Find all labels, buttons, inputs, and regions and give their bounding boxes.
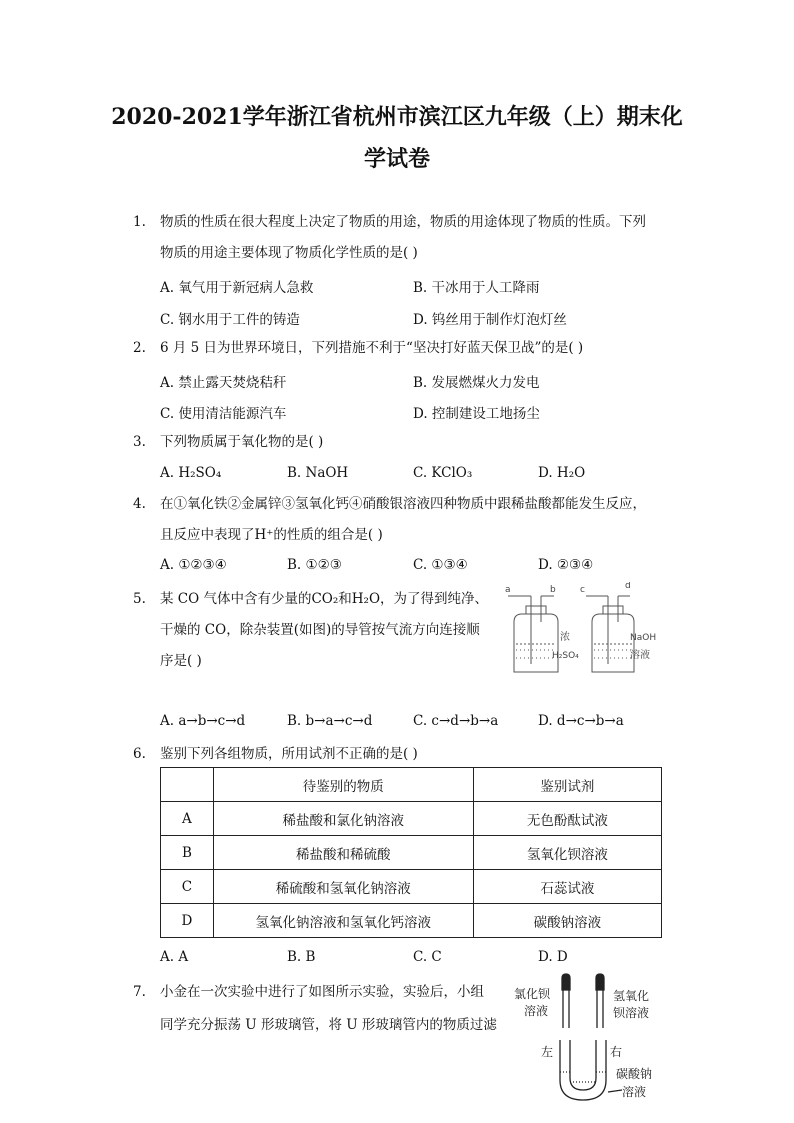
table-cell: 稀盐酸和氯化钠溶液 — [213, 802, 473, 836]
q3-option-c: C. KClO₃ — [413, 465, 473, 481]
q3-stem: 下列物质属于氧化物的是( ) — [160, 434, 324, 450]
q4-option-d: D. ②③④ — [538, 557, 594, 573]
table-cell: 氢氧化钡溶液 — [473, 836, 661, 870]
q4-stem-line2: 且反应中表现了H⁺的性质的组合是( ) — [160, 527, 383, 543]
table-cell: B — [161, 836, 214, 870]
fig-right-dropper-label-2: 钡溶液 — [613, 1006, 650, 1020]
gas-washing-bottles-figure — [500, 582, 670, 680]
q2-option-a: A. 禁止露天焚烧秸秆 — [160, 375, 287, 391]
table-cell: 稀硫酸和氢氧化钠溶液 — [213, 870, 473, 904]
q3-option-a: A. H₂SO₄ — [160, 465, 222, 481]
table-cell: 稀盐酸和稀硫酸 — [213, 836, 473, 870]
u-tube-figure — [510, 972, 670, 1112]
q6-option-a: A. A — [160, 949, 189, 965]
q5-option-d: D. d→c→b→a — [538, 713, 624, 729]
q5-stem-line1: 某 CO 气体中含有少量的CO₂和H₂O，为了得到纯净、 — [160, 591, 489, 607]
fig-label-b: b — [550, 585, 556, 595]
page-title-line2: 学试卷 — [363, 146, 430, 172]
table-row — [161, 836, 662, 870]
fig-left-side-label: 左 — [541, 1045, 554, 1059]
fig-left-dropper-label-2: 溶液 — [524, 1004, 549, 1018]
q4-stem-line1: 在①氧化铁②金属锌③氢氧化钙④硝酸银溶液四种物质中跟稀盐酸都能发生反应， — [160, 496, 646, 512]
fig-bottom-label-2: 溶液 — [622, 1085, 647, 1099]
fig-right-side-label: 右 — [610, 1045, 623, 1059]
page-title-line1: 2020-2021学年浙江省杭州市滨江区九年级（上）期末化 — [111, 104, 683, 130]
fig-label-c: c — [580, 585, 585, 595]
q6-option-d: D. D — [538, 949, 568, 965]
q4-option-c: C. ①③④ — [413, 557, 468, 573]
fig-label-a: a — [505, 585, 511, 595]
q1-number: 1. — [133, 214, 146, 230]
q5-option-a: A. a→b→c→d — [160, 713, 246, 729]
q2-option-b: B. 发展燃煤火力发电 — [413, 375, 540, 391]
table-cell: 碳酸钠溶液 — [473, 904, 661, 938]
q1-stem-line2: 物质的用途主要体现了物质化学性质的是( ) — [160, 245, 418, 261]
q3-number: 3. — [133, 434, 146, 450]
q7-number: 7. — [133, 984, 146, 1000]
table-header-cell: 待鉴别的物质 — [213, 768, 473, 802]
q1-stem-line1: 物质的性质在很大程度上决定了物质的用途，物质的用途体现了物质的性质。下列 — [160, 214, 646, 230]
q2-stem-line1: 6 月 5 日为世界环境日，下列措施不利于“坚决打好蓝天保卫战”的是( ) — [160, 340, 584, 356]
q2-option-c: C. 使用清洁能源汽车 — [160, 406, 287, 422]
q2-number: 2. — [133, 340, 146, 356]
fig-left-reagent-1: 浓 — [560, 632, 570, 643]
q5-number: 5. — [133, 591, 146, 607]
table-cell: 氢氧化钠溶液和氢氧化钙溶液 — [213, 904, 473, 938]
q6-number: 6. — [133, 746, 146, 762]
table-header-cell — [161, 768, 214, 802]
q5-stem-line2: 干燥的 CO，除杂装置(如图)的导管按气流方向连接顺 — [160, 622, 480, 638]
table-row — [161, 870, 662, 904]
q5-stem-line3: 序是( ) — [160, 653, 202, 669]
fig-left-reagent-2: H₂SO₄ — [552, 651, 579, 661]
table-header-row — [161, 768, 662, 802]
q6-option-c: C. C — [413, 949, 442, 965]
q1-option-d: D. 钨丝用于制作灯泡灯丝 — [413, 312, 567, 328]
q5-option-b: B. b→a→c→d — [287, 713, 373, 729]
fig-right-reagent-1: NaOH — [630, 633, 657, 643]
fig-bottom-label-1: 碳酸钠 — [616, 1067, 653, 1081]
fig-right-dropper-label-1: 氢氧化 — [613, 989, 650, 1003]
fig-left-dropper-label-1: 氯化钡 — [514, 987, 551, 1001]
table-cell: C — [161, 870, 214, 904]
q3-option-d: D. H₂O — [538, 465, 586, 481]
table-cell: D — [161, 904, 214, 938]
q1-option-a: A. 氧气用于新冠病人急救 — [160, 280, 314, 296]
table-row — [161, 904, 662, 938]
table-cell: A — [161, 802, 214, 836]
q5-option-c: C. c→d→b→a — [413, 713, 499, 729]
q2-option-d: D. 控制建设工地扬尘 — [413, 406, 540, 422]
q1-option-c: C. 钢水用于工件的铸造 — [160, 312, 300, 328]
table-cell: 无色酚酞试液 — [473, 802, 661, 836]
q4-number: 4. — [133, 496, 146, 512]
fig-label-d: d — [625, 582, 631, 591]
q3-option-b: B. NaOH — [287, 465, 349, 481]
q6-option-b: B. B — [287, 949, 316, 965]
q4-option-a: A. ①②③④ — [160, 557, 227, 573]
table-row — [161, 802, 662, 836]
q6-table — [160, 767, 662, 938]
q7-stem-line1: 小金在一次实验中进行了如图所示实验，实验后，小组 — [160, 984, 484, 1000]
table-cell: 石蕊试液 — [473, 870, 661, 904]
q1-option-b: B. 干冰用于人工降雨 — [413, 280, 540, 296]
table-header-cell: 鉴别试剂 — [473, 768, 661, 802]
q6-stem: 鉴别下列各组物质，所用试剂不正确的是( ) — [160, 746, 418, 762]
q7-stem-line2: 同学充分振荡 U 形玻璃管，将 U 形玻璃管内的物质过滤 — [160, 1017, 497, 1033]
q4-option-b: B. ①②③ — [287, 557, 342, 573]
fig-right-reagent-2: 溶液 — [630, 650, 650, 661]
